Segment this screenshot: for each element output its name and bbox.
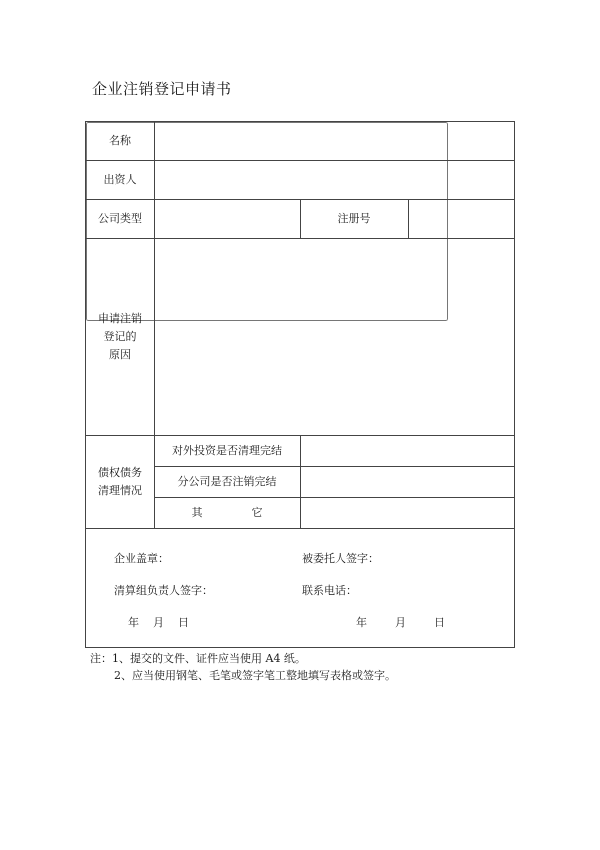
note-line-2: 2、应当使用钢笔、毛笔或签字笔工整地填写表格或签字。 (114, 669, 396, 682)
contact-phone-label: 联系电话： (302, 584, 357, 597)
other-field[interactable] (302, 499, 512, 526)
date-right: 年 月 日 (356, 616, 445, 629)
registration-number-field[interactable] (410, 201, 512, 236)
deregistration-reason-label: 申请注销 登记的 原因 (98, 311, 142, 361)
column-divider (300, 435, 301, 528)
investor-label: 出资人 (103, 172, 137, 186)
note-line-1: 注：1、提交的文件、证件应当使用 A4 纸。 (90, 652, 306, 665)
application-form (85, 121, 515, 648)
branch-deregistration-label: 分公司是否注销完结 (177, 474, 277, 488)
registration-number-label: 注册号 (337, 211, 371, 225)
company-type-label: 公司类型 (98, 211, 142, 225)
notes (90, 650, 396, 684)
outbound-investment-label: 对外投资是否清理完结 (172, 443, 282, 457)
other-label: 其 它 (191, 505, 263, 519)
entrusted-person-signature-label: 被委托人签字： (302, 552, 379, 565)
name-label: 名称 (109, 134, 131, 147)
name-field[interactable] (156, 124, 512, 158)
investor-field[interactable] (156, 162, 512, 197)
column-divider (408, 199, 409, 238)
company-seal-label: 企业盖章： (114, 552, 169, 565)
branch-deregistration-field[interactable] (302, 468, 512, 495)
page-title: 企业注销登记申请书 (92, 80, 232, 98)
company-type-field[interactable] (156, 201, 298, 236)
row-divider (86, 528, 514, 529)
debt-settlement-label: 债权债务 清理情况 (98, 465, 142, 497)
outbound-investment-field[interactable] (302, 437, 512, 464)
liquidation-head-signature-label: 清算组负责人签字： (114, 584, 213, 597)
date-left: 年 月 日 (128, 616, 189, 629)
